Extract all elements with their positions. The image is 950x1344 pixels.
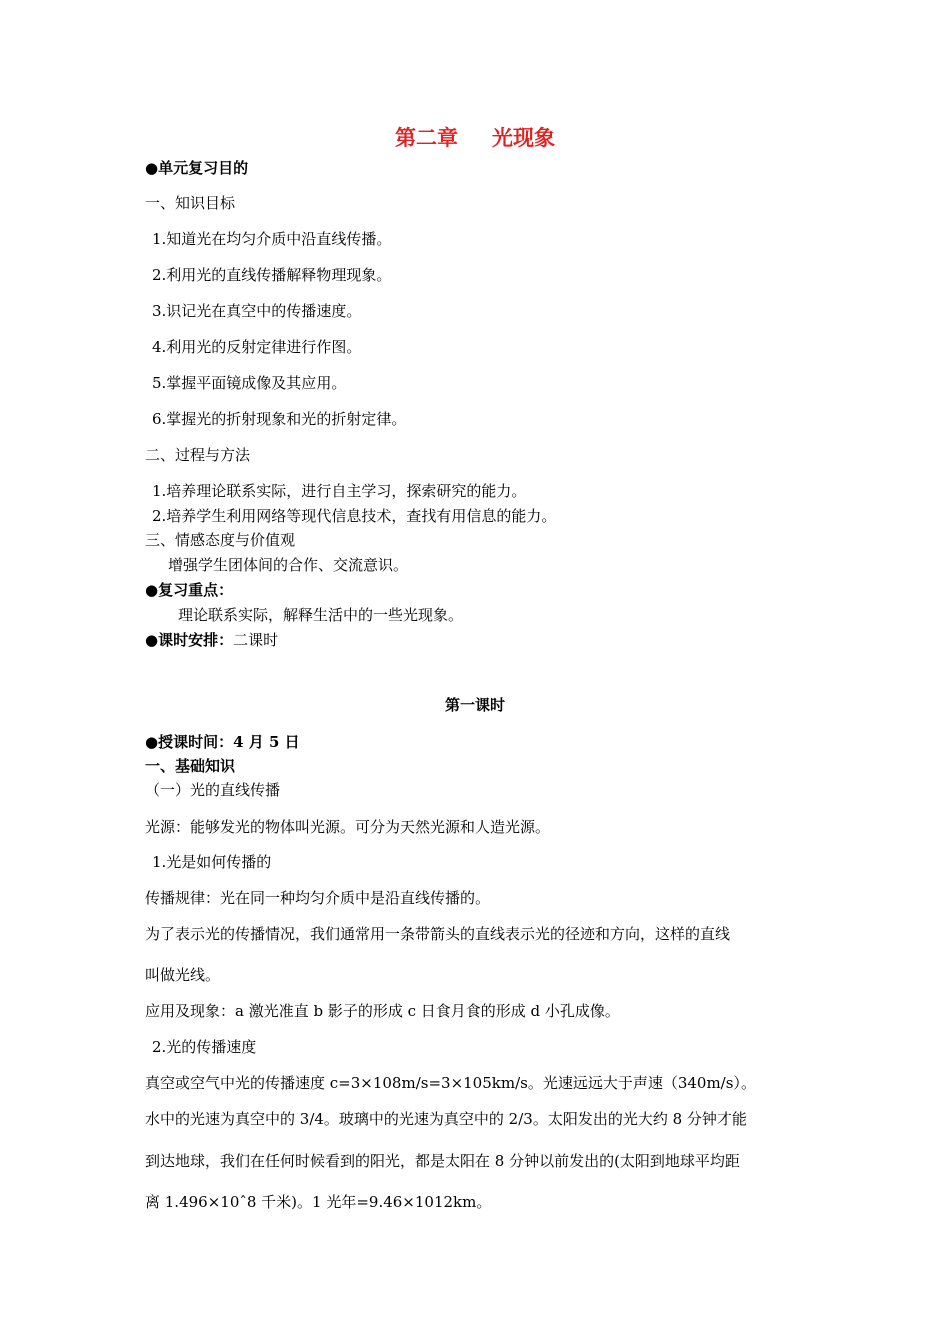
basics-heading: 一、基础知识: [145, 757, 236, 775]
knowledge-item: 3.识记光在真空中的传播速度。: [152, 302, 362, 320]
emotion-heading: 三、情感态度与价值观: [145, 531, 296, 549]
lesson-title: 第一课时: [444, 696, 505, 714]
schedule-value: 二课时: [233, 631, 279, 649]
propagation-rule: 传播规律：光在同一种均匀介质中是沿直线传播的。: [145, 889, 491, 907]
water-speed-line: 水中的光速为真空中的 3/4。玻璃中的光速为真空中的 2/3。太阳发出的光大约 8 分钟才能: [145, 1110, 747, 1128]
ray-text-line: 叫做光线。: [145, 966, 221, 984]
water-speed-line: 到达地球，我们在任何时候看到的阳光，都是太阳在 8 分钟以前发出的(太阳到地球平均距: [145, 1152, 740, 1170]
subsection-heading: 2.光的传播速度: [152, 1038, 257, 1056]
ray-text-line: 为了表示光的传播情况，我们通常用一条带箭头的直线表示光的径迹和方向，这样的直线: [145, 925, 731, 943]
knowledge-item: 4.利用光的反射定律进行作图。: [152, 338, 362, 356]
water-speed-line: 离 1.496×10ˆ8 千米)。1 光年=9.46×1012km。: [145, 1193, 492, 1211]
key-points-heading: ●复习重点：: [145, 581, 234, 599]
knowledge-item: 2.利用光的直线传播解释物理现象。: [152, 266, 392, 284]
schedule-label: ●课时安排：: [145, 631, 234, 649]
review-goal-heading: ●单元复习目的: [145, 159, 249, 177]
emotion-text: 增强学生团体间的合作、交流意识。: [168, 556, 409, 574]
section-heading: （一）光的直线传播: [145, 781, 281, 799]
speed-text: 真空或空气中光的传播速度 c=3×108m/s=3×105km/s。光速远远大于声速（340m/s）。: [145, 1074, 756, 1092]
knowledge-item: 5.掌握平面镜成像及其应用。: [152, 374, 347, 392]
process-item: 1.培养理论联系实际，进行自主学习，探索研究的能力。: [152, 482, 527, 500]
applications-text: 应用及现象：a 激光准直 b 影子的形成 c 日食月食的形成 d 小孔成像。: [145, 1002, 620, 1020]
schedule-line: [145, 630, 278, 650]
knowledge-item: 1.知道光在均匀介质中沿直线传播。: [152, 230, 392, 248]
knowledge-item: 6.掌握光的折射现象和光的折射定律。: [152, 410, 407, 428]
chapter-title: [0, 124, 950, 152]
lesson-time: ●授课时间：4 月 5 日: [145, 733, 300, 751]
chapter-number: 第二章: [395, 125, 458, 150]
knowledge-goal-heading: 一、知识目标: [145, 194, 236, 212]
process-item: 2.培养学生利用网络等现代信息技术，查找有用信息的能力。: [152, 507, 557, 525]
chapter-name: 光现象: [492, 125, 555, 150]
key-points-text: 理论联系实际，解释生活中的一些光现象。: [178, 606, 464, 624]
process-heading: 二、过程与方法: [145, 446, 251, 464]
light-source-text: 光源：能够发光的物体叫光源。可分为天然光源和人造光源。: [145, 818, 551, 836]
subsection-heading: 1.光是如何传播的: [152, 853, 272, 871]
